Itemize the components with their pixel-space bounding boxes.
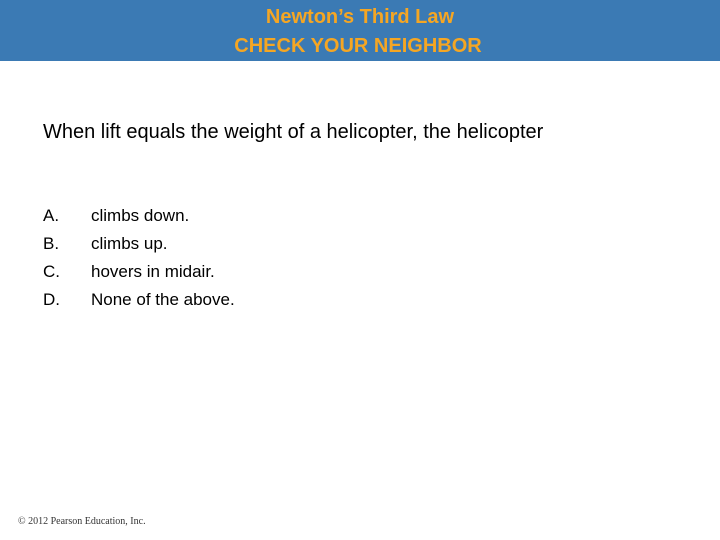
question-text: When lift equals the weight of a helicopter, the helicopter [43,121,544,143]
choice-letter: D. [43,290,60,309]
choice-a [43,202,235,230]
choice-text: None of the above. [91,290,235,309]
slide-subtitle: CHECK YOUR NEIGHBOR [234,35,482,57]
choice-letter: B. [43,234,60,253]
choice-d [43,286,235,314]
choice-text: climbs up. [91,234,168,253]
copyright-notice: © 2012 Pearson Education, Inc. [18,516,146,527]
answer-choices [43,202,235,314]
choice-c [43,258,235,286]
choice-letter: A. [43,206,60,225]
choice-text: climbs down. [91,206,190,225]
slide-title: Newton’s Third Law [265,6,455,28]
slide-header [0,0,720,61]
choice-b [43,230,235,258]
choice-letter: C. [43,262,60,281]
choice-text: hovers in midair. [91,262,215,281]
